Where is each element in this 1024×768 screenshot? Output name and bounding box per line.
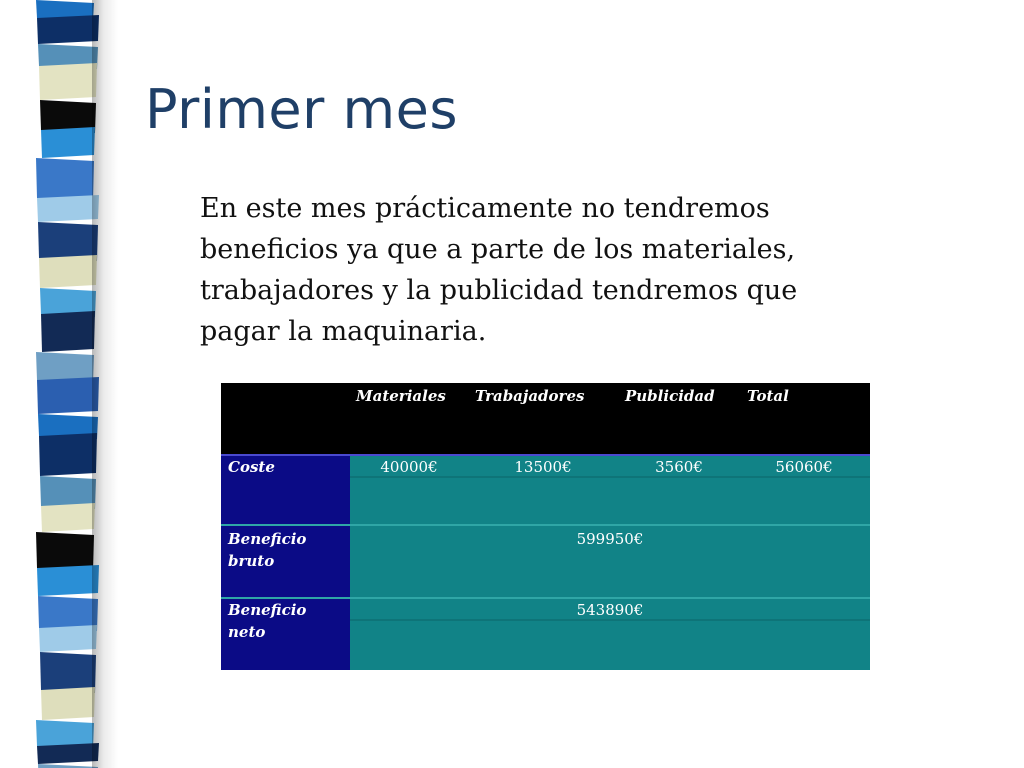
ribbon-stripe bbox=[37, 377, 99, 414]
row-divider bbox=[350, 476, 870, 478]
cell-coste-total: 56060€ bbox=[775, 458, 833, 476]
row-divider bbox=[221, 524, 870, 526]
row-divider bbox=[350, 619, 870, 621]
header-trabajadores: Trabajadores bbox=[475, 387, 585, 405]
cell-beneficio-neto: 543890€ bbox=[576, 601, 644, 619]
row-divider bbox=[221, 597, 870, 599]
ribbon-stripe bbox=[36, 158, 94, 201]
slide-title: Primer mes bbox=[145, 78, 458, 141]
cell-coste-publicidad: 3560€ bbox=[655, 458, 703, 476]
ribbon-stripe bbox=[39, 625, 97, 652]
header-materiales: Materiales bbox=[356, 387, 446, 405]
ribbon-shadow bbox=[92, 0, 118, 768]
ribbon-stripe bbox=[38, 764, 98, 768]
decorative-ribbon bbox=[34, 0, 100, 768]
ribbon-stripe bbox=[39, 433, 97, 476]
row-label-beneficio-bruto-line1: Beneficio bbox=[228, 530, 307, 548]
cell-beneficio-bruto: 599950€ bbox=[576, 530, 644, 548]
ribbon-stripe bbox=[37, 15, 99, 44]
row-label-beneficio-bruto-line2: bruto bbox=[228, 552, 275, 570]
ribbon-stripe bbox=[37, 565, 99, 596]
header-total: Total bbox=[747, 387, 789, 405]
ribbon-stripe bbox=[36, 532, 94, 571]
cell-coste-materiales: 40000€ bbox=[380, 458, 438, 476]
row-label-coste: Coste bbox=[228, 458, 275, 476]
ribbon-stripe bbox=[40, 652, 96, 693]
cost-table bbox=[221, 383, 870, 670]
row-label-beneficio-neto-line1: Beneficio bbox=[228, 601, 307, 619]
ribbon-stripe bbox=[39, 63, 97, 100]
ribbon-stripe bbox=[41, 503, 95, 532]
ribbon-stripe bbox=[38, 222, 98, 261]
row-label-beneficio-neto-line2: neto bbox=[228, 623, 266, 641]
slide-body-text: En este mes prácticamente no tendremos beneficios ya que a parte de los materiales, trabajadores y la publicidad tendremos que pagar la maquinaria. bbox=[200, 193, 798, 347]
ribbon-stripe bbox=[41, 127, 95, 158]
ribbon-stripe bbox=[39, 255, 97, 288]
header-publicidad: Publicidad bbox=[625, 387, 715, 405]
ribbon-stripe bbox=[41, 311, 95, 352]
row-divider bbox=[221, 454, 870, 456]
ribbon-stripe bbox=[37, 743, 99, 764]
ribbon-stripe bbox=[37, 195, 99, 222]
table-value-area bbox=[350, 454, 870, 670]
cell-coste-trabajadores: 13500€ bbox=[514, 458, 572, 476]
ribbon-stripe bbox=[41, 687, 95, 720]
